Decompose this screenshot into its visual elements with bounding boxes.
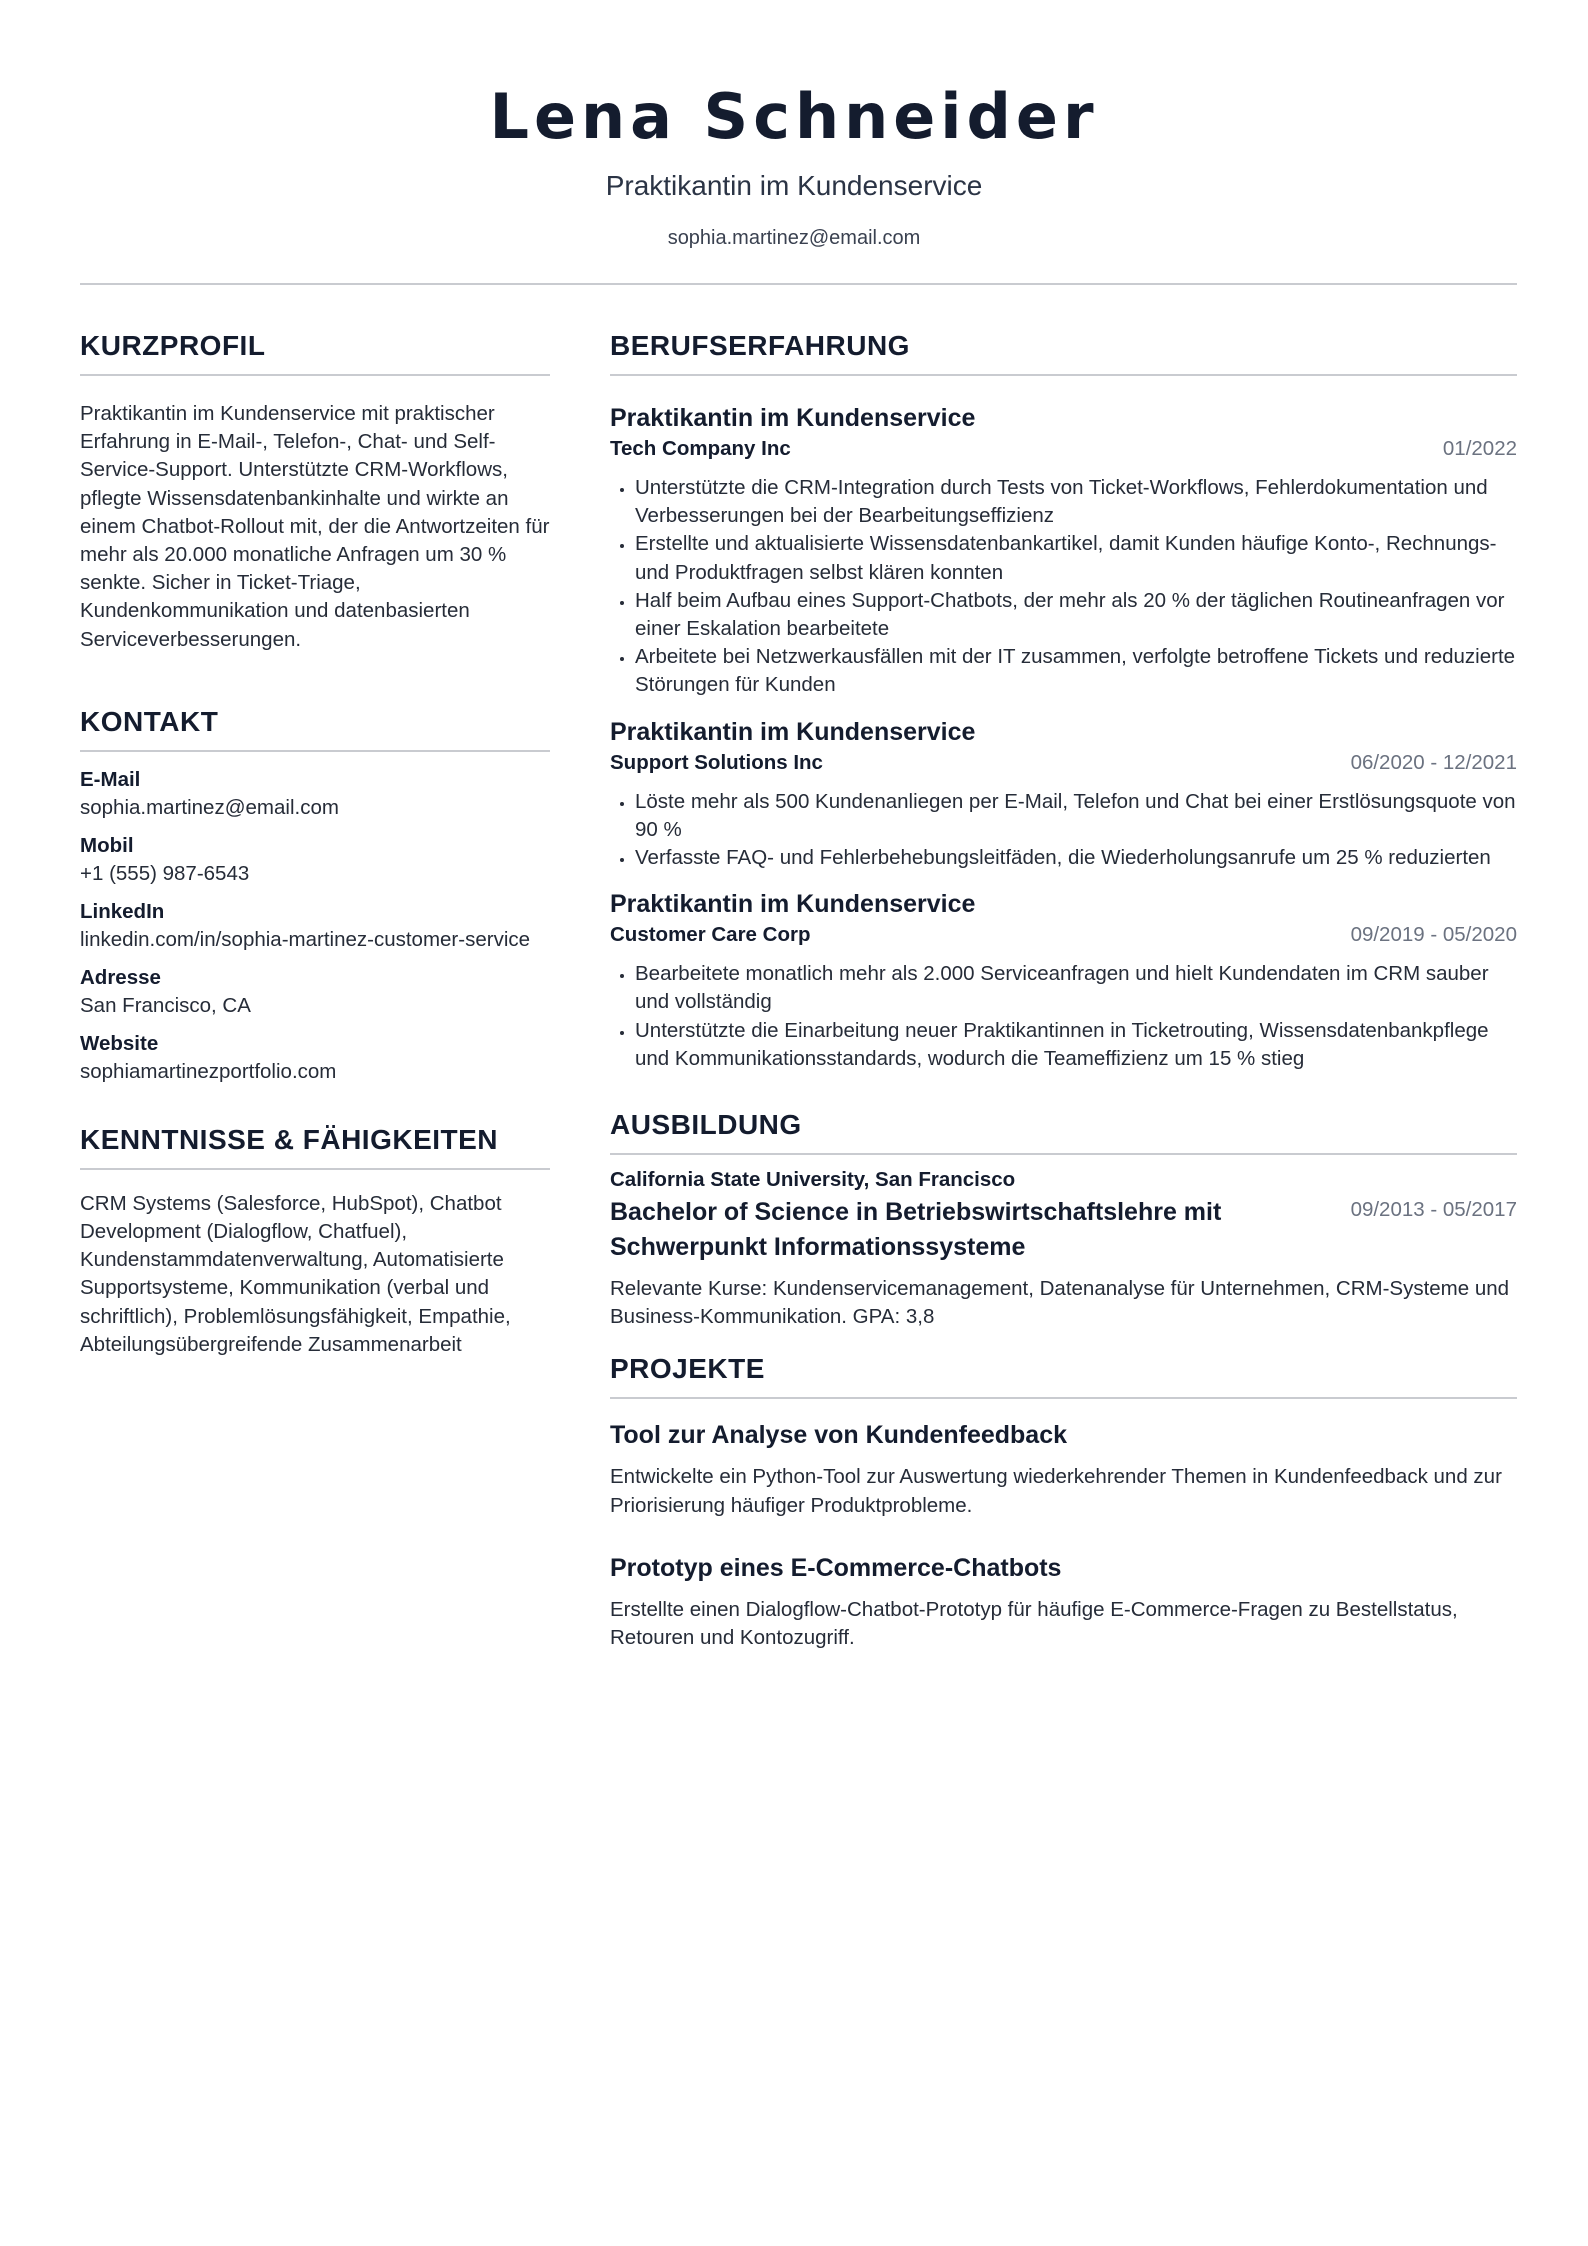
job-bullet: • Erstellte und aktualisierte Wissensdatenbankartikel, damit Kunden häufige Konto-, Rechnungs- und Produktfragen selbst klären konnten — [635, 530, 1517, 586]
header-divider — [80, 283, 1517, 285]
job-entry — [610, 716, 1517, 873]
job-company: Customer Care Corp — [610, 923, 811, 947]
job-bullet: • Löste mehr als 500 Kundenanliegen per E-Mail, Telefon und Chat bei einer Erstlösungsquote von 90 % — [635, 788, 1517, 844]
section-divider — [610, 1153, 1517, 1155]
contact-list — [80, 766, 550, 1086]
job-dates: 01/2022 — [1442, 437, 1517, 460]
projects-section — [610, 1345, 1517, 1652]
job-title: Praktikantin im Kundenservice — [610, 717, 976, 746]
job-dates: 06/2020 - 12/2021 — [1350, 750, 1517, 774]
job-title: Praktikantin im Kundenservice — [610, 890, 976, 919]
section-divider — [610, 1397, 1517, 1399]
job-company: Tech Company Inc — [610, 437, 791, 460]
right-column — [610, 322, 1517, 1652]
contact-label-mobile: Mobil — [80, 833, 134, 857]
section-divider — [610, 374, 1517, 376]
job-entry — [610, 888, 1517, 1073]
section-divider — [80, 374, 550, 376]
section-heading-contact: KONTAKT — [80, 705, 219, 737]
profile-section — [80, 322, 550, 654]
job-bullet: • Unterstützte die Einarbeitung neuer Praktikantinnen in Ticketrouting, Wissensdatenbankpflege und Kommunikationsstandards, wodurch die Teameffizienz um 15 % stieg — [635, 1017, 1517, 1073]
job-entry — [610, 402, 1517, 700]
project-title: Tool zur Analyse von Kundenfeedback — [610, 1421, 1068, 1450]
education-degree: Bachelor of Science in Betriebswirtschaftslehre mit Schwerpunkt Informationssysteme — [610, 1198, 1222, 1262]
job-title: Praktikantin im Kundenservice — [610, 404, 976, 432]
section-divider — [80, 1168, 550, 1170]
contact-value-address: San Francisco, CA — [80, 993, 251, 1017]
section-heading-experience: BERUFSERFAHRUNG — [610, 330, 910, 361]
education-section — [610, 1101, 1517, 1331]
section-heading-projects: PROJEKTE — [610, 1353, 765, 1385]
job-dates: 09/2019 - 05/2020 — [1350, 923, 1517, 947]
contact-label-email: E-Mail — [80, 767, 141, 791]
profile-text: Praktikantin im Kundenservice mit praktischer Erfahrung in E-Mail-, Telefon-, Chat- und Self-Service-Support. Unterstützte CRM-Workflows, pflegte Wissensdatenbankinhalte und wirkte an einem Chatbot-Rollout mit, der die Antwortzeiten für mehr als 20.000 monatliche Anfragen um 30 % senkte. Sicher in Ticket-Triage, Kundenkommunikation und datenbasierten Serviceverbesserungen. — [80, 402, 550, 651]
project-description: Erstellte einen Dialogflow-Chatbot-Prototyp für häufige E-Commerce-Fragen zu Bestellstatus, Retouren und Kontozugriff. — [610, 1597, 1458, 1650]
job-bullets — [610, 960, 1517, 1073]
job-bullet: • Bearbeitete monatlich mehr als 2.000 Serviceanfragen und hielt Kundendaten im CRM sauber und vollständig — [635, 960, 1517, 1016]
project-title: Prototyp eines E-Commerce-Chatbots — [610, 1553, 1062, 1582]
contact-value-website[interactable]: sophiamartinezportfolio.com — [80, 1059, 337, 1083]
left-column — [80, 322, 550, 1359]
skills-section — [80, 1116, 550, 1359]
education-school: California State University, San Francisco — [610, 1168, 1016, 1192]
section-heading-education: AUSBILDUNG — [610, 1109, 802, 1141]
contact-label-linkedin: LinkedIn — [80, 899, 165, 923]
section-heading-skills: KENNTNISSE & FÄHIGKEITEN — [80, 1123, 499, 1155]
job-company: Support Solutions Inc — [610, 750, 823, 774]
job-bullet: • Half beim Aufbau eines Support-Chatbots, der mehr als 20 % der täglichen Routineanfragen vor einer Eskalation bearbeitete — [635, 587, 1517, 643]
experience-section — [610, 322, 1517, 1073]
job-bullet: • Verfasste FAQ- und Fehlerbehebungsleitfäden, die Wiederholungsanrufe um 25 % reduzierten — [635, 844, 1517, 872]
candidate-title: Praktikantin im Kundenservice — [605, 170, 983, 201]
job-bullet: • Arbeitete bei Netzwerkausfällen mit der IT zusammen, verfolgte betroffene Tickets und reduzierte Störungen für Kunden — [635, 643, 1517, 699]
job-bullet: • Unterstützte die CRM-Integration durch Tests von Ticket-Workflows, Fehlerdokumentation und Verbesserungen bei der Bearbeitungseffizienz — [635, 474, 1517, 530]
skills-text: CRM Systems (Salesforce, HubSpot), Chatbot Development (Dialogflow, Chatfuel), Kundenstammdatenverwaltung, Automatisierte Supportsysteme, Kommunikation (verbal und schriftlich), Problemlösungsfähigkeit, Empathie, Abteilungsübergreifende Zusammenarbeit — [80, 1191, 511, 1356]
contact-value-email[interactable]: sophia.martinez@email.com — [80, 795, 339, 819]
project-description: Entwickelte ein Python-Tool zur Auswertung wiederkehrender Themen in Kundenfeedback und zur Priorisierung häufiger Produktprobleme. — [610, 1465, 1502, 1517]
contact-value-linkedin[interactable]: linkedin.com/in/sophia-martinez-customer-service — [80, 927, 531, 951]
contact-value-mobile[interactable]: +1 (555) 987-6543 — [80, 861, 250, 885]
job-bullets — [610, 788, 1517, 873]
education-dates: 09/2013 - 05/2017 — [1350, 1198, 1517, 1222]
contact-section — [80, 698, 550, 1086]
contact-label-address: Adresse — [80, 965, 161, 989]
section-heading-profile: KURZPROFIL — [80, 330, 266, 361]
education-details: Relevante Kurse: Kundenservicemanagement, Datenanalyse für Unternehmen, CRM-Systeme und Business-Kommunikation. GPA: 3,8 — [610, 1277, 1510, 1329]
job-bullets — [610, 474, 1517, 700]
section-divider — [80, 750, 550, 752]
candidate-name: Lena Schneider — [489, 80, 1099, 153]
header-email: sophia.martinez@email.com — [667, 227, 921, 249]
contact-label-website: Website — [80, 1031, 159, 1055]
